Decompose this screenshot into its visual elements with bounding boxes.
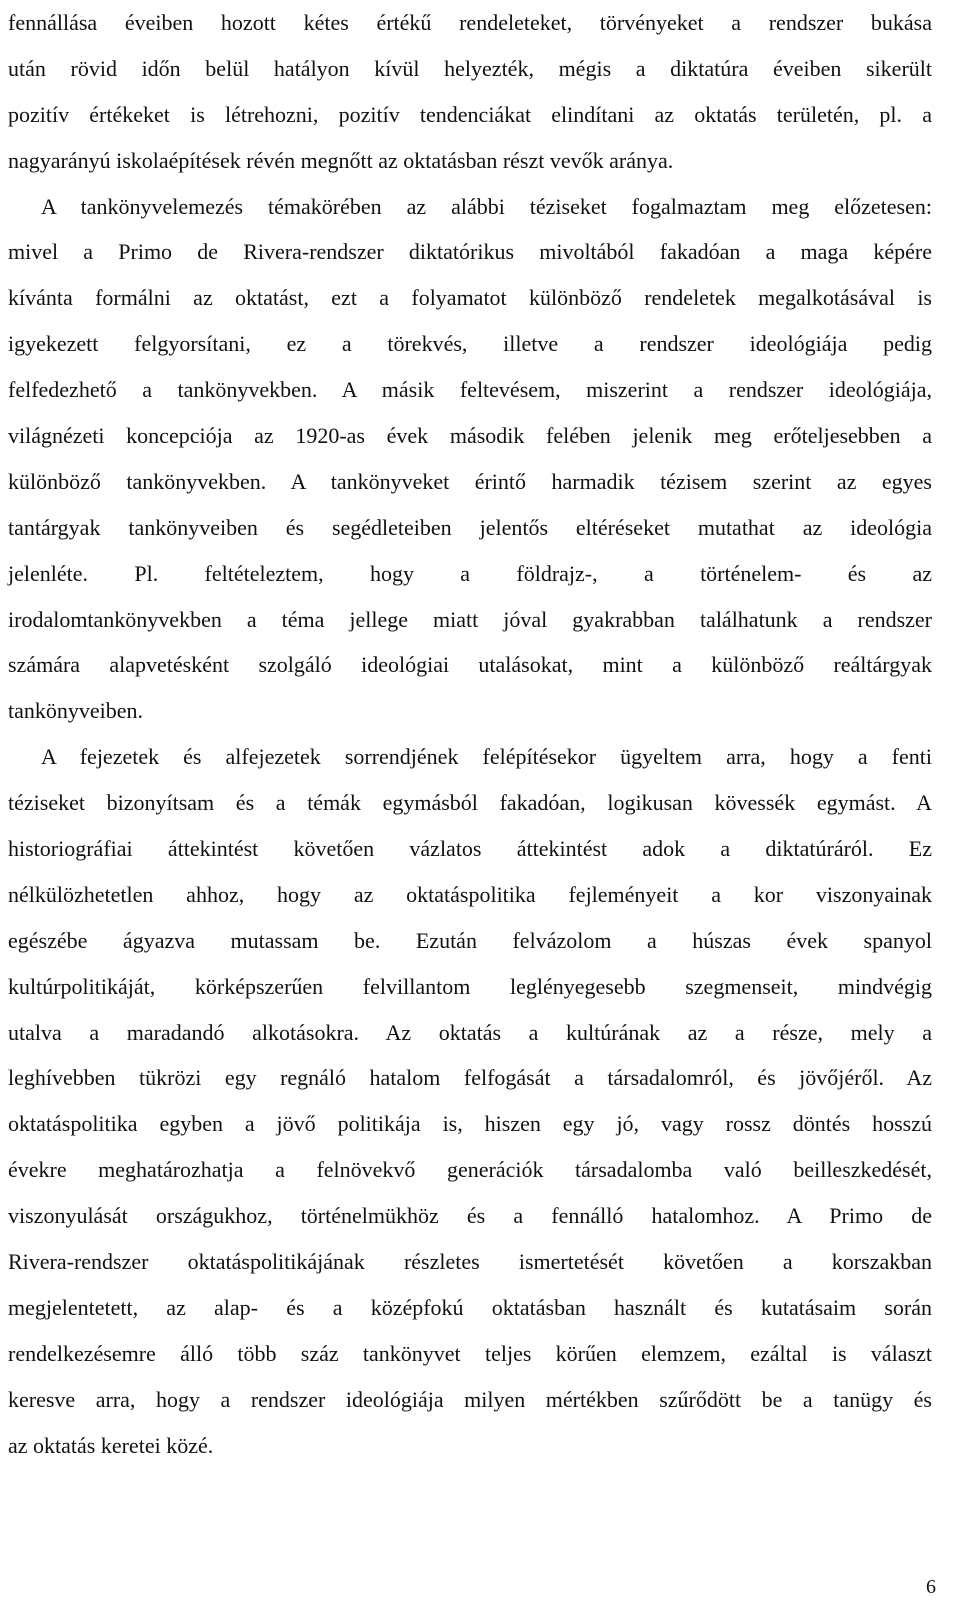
- text-line: nagyarányú iskolaépítések révén megnőtt az oktatásban részt vevők aránya.: [8, 147, 674, 173]
- text-line: az oktatás keretei közé.: [8, 1432, 214, 1458]
- text-line: igyekezett felgyorsítani, ez a törekvés, illetve a rendszer ideológiája pedig: [8, 331, 932, 357]
- text-line: nélkülözhetetlen ahhoz, hogy az oktatáspolitika fejleményeit a kor viszonyainak: [8, 881, 932, 907]
- text-line: Rivera-rendszer oktatáspolitikájának részletes ismertetését követően a korszakban: [8, 1249, 932, 1275]
- text-line: évekre meghatározhatja a felnövekvő generációk társadalomba való beilleszkedését,: [8, 1157, 932, 1183]
- text-line: pozitív értékeket is létrehozni, pozitív tendenciákat elindítani az oktatás területén, pl. a: [8, 101, 932, 127]
- text-line: téziseket bizonyítsam és a témák egymásból fakadóan, logikusan kövessék egymást. A: [8, 790, 932, 816]
- page-number: 6: [926, 1576, 936, 1598]
- document-body: [8, 0, 932, 1469]
- text-line: kultúrpolitikáját, körképszerűen felvillantom leglényegesebb szegmenseit, mindvégig: [8, 973, 932, 999]
- text-line: utalva a maradandó alkotásokra. Az oktatás a kultúrának az a része, mely a: [8, 1019, 932, 1045]
- paragraph-start-line: A tankönyvelemezés témakörében az alábbi téziseket fogalmaztam meg előzetesen:: [41, 193, 932, 219]
- text-line: viszonyulását országukhoz, történelmükhöz és a fennálló hatalomhoz. A Primo de: [8, 1203, 932, 1229]
- text-line: fennállása éveiben hozott kétes értékű rendeleteket, törvényeket a rendszer bukása: [8, 10, 932, 35]
- text-line: oktatáspolitika egyben a jövő politikája is, hiszen egy jó, vagy rossz döntés hosszú: [8, 1111, 932, 1137]
- text-line: megjelentetett, az alap- és a középfokú oktatásban használt és kutatásaim során: [8, 1294, 932, 1320]
- text-line: rendelkezésemre álló több száz tankönyvet teljes körűen elemzem, ezáltal is választ: [8, 1340, 932, 1366]
- text-line: kívánta formálni az oktatást, ezt a folyamatot különböző rendeletek megalkotásával is: [8, 285, 932, 311]
- text-line: leghívebben tükrözi egy regnáló hatalom felfogását a társadalomról, és jövőjéről. Az: [8, 1065, 932, 1091]
- text-line: irodalomtankönyvekben a téma jellege miatt jóval gyakrabban találhatunk a rendszer: [8, 606, 932, 632]
- text-line: különböző tankönyvekben. A tankönyveket érintő harmadik tézisem szerint az egyes: [8, 468, 932, 494]
- text-line: számára alapvetésként szolgáló ideológiai utalásokat, mint a különböző reáltárgyak: [8, 652, 932, 678]
- text-line: tankönyveiben.: [8, 698, 144, 724]
- text-line: jelenléte. Pl. feltételeztem, hogy a földrajz-, a történelem- és az: [8, 560, 932, 586]
- text-line: mivel a Primo de Rivera-rendszer diktatórikus mivoltából fakadóan a maga képére: [8, 239, 932, 265]
- text-line: után rövid időn belül hatályon kívül helyezték, mégis a diktatúra éveiben sikerült: [8, 55, 932, 81]
- text-line: felfedezhető a tankönyvekben. A másik feltevésem, miszerint a rendszer ideológiája,: [8, 377, 932, 403]
- text-line: egészébe ágyazva mutassam be. Ezután felvázolom a húszas évek spanyol: [8, 927, 932, 953]
- text-line: historiográfiai áttekintést követően vázlatos áttekintést adok a diktatúráról. Ez: [8, 836, 932, 862]
- text-line: világnézeti koncepciója az 1920-as évek második felében jelenik meg erőteljesebben a: [8, 423, 932, 449]
- text-line: tantárgyak tankönyveiben és segédleteiben jelentős eltéréseket mutathat az ideológia: [8, 514, 932, 540]
- paragraph-start-line: A fejezetek és alfejezetek sorrendjének felépítésekor ügyeltem arra, hogy a fenti: [41, 744, 932, 770]
- text-line: keresve arra, hogy a rendszer ideológiája milyen mértékben szűrődött be a tanügy és: [8, 1386, 932, 1412]
